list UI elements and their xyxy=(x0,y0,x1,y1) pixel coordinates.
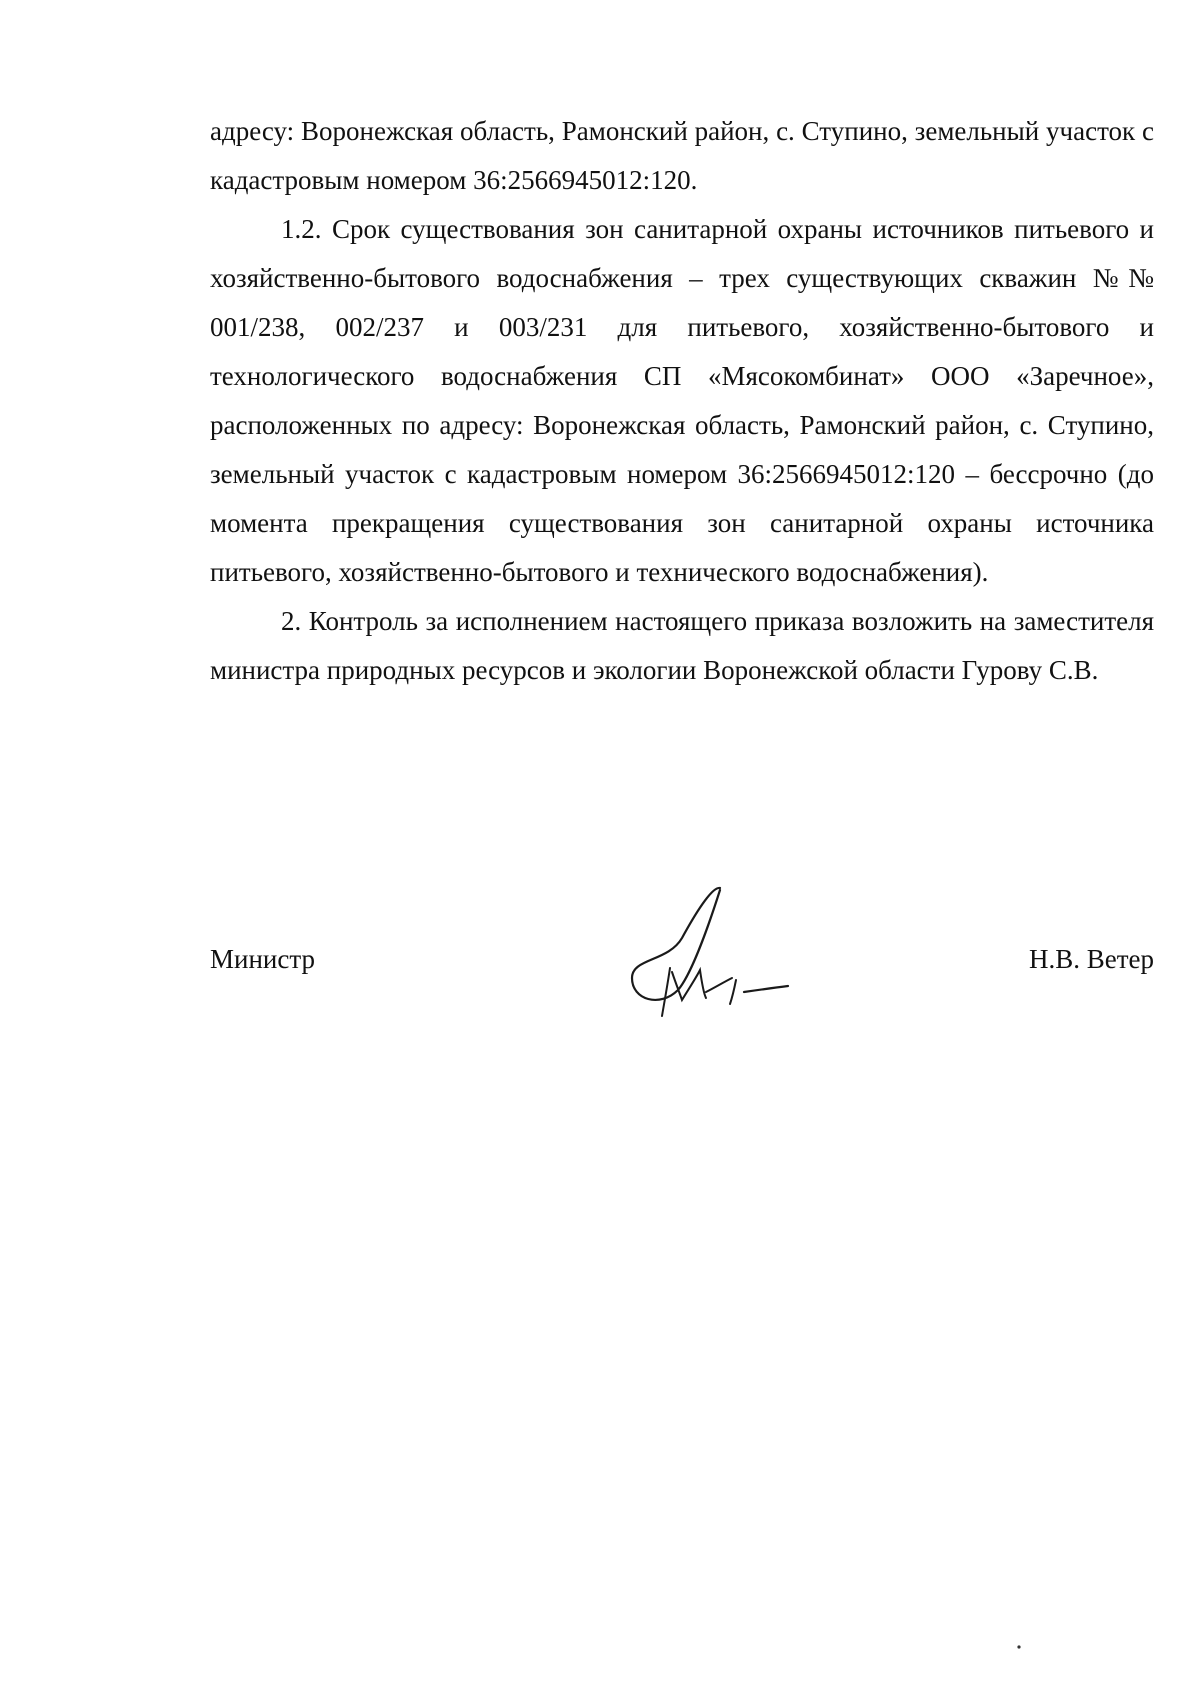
paragraph-1-2-protection-term: 1.2. Срок существования зон санитарной охраны источников питьевого и хозяйственно-бытового водоснабжения – трех существующих скважин №№ 001/238, 002/237 и 003/231 для питьевого, хозяйственно-бытового и технологического водоснабжения СП «Мясокомбинат» ООО «Заречное», расположенных по адресу: Воронежская область, Рамонский район, с. Ступино, земельный участок с кадастровым номером 36:2566945012:120 – бессрочно (до момента прекращения существования зон санитарной охраны источника питьевого, хозяйственно-бытового и технического водоснабжения). xyxy=(210,214,1154,587)
stray-dot xyxy=(1016,1644,1022,1650)
paragraph-address-continuation: адресу: Воронежская область, Рамонский район, с. Ступино, земельный участок с кадастровым номером 36:2566945012:120. xyxy=(210,116,1154,195)
handwritten-signature-icon xyxy=(620,880,800,1020)
signer-title: Министр xyxy=(210,944,315,974)
signer-name: Н.В. Ветер xyxy=(1028,944,1154,974)
document-body xyxy=(210,107,1154,695)
paragraph-2-control: 2. Контроль за исполнением настоящего приказа возложить на заместителя министра природных ресурсов и экологии Воронежской области Гурову С.В. xyxy=(210,606,1154,685)
